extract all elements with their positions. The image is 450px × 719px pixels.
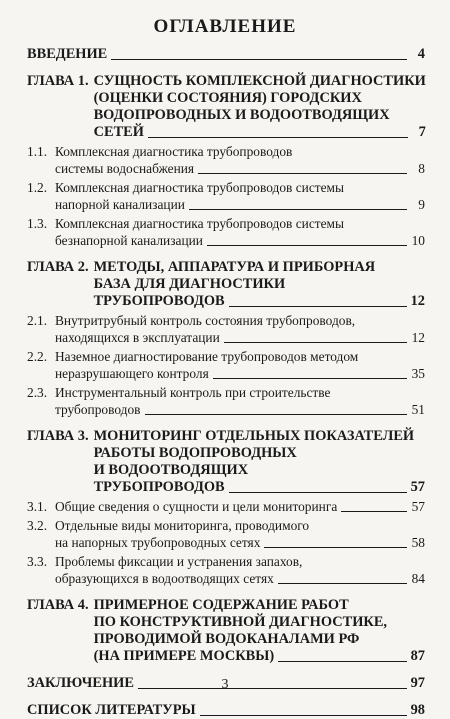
chapter-number: ГЛАВА 2. xyxy=(27,259,89,275)
entry-page-number: 7 xyxy=(418,124,426,140)
entry-last-line xyxy=(55,365,425,382)
entry-last-line xyxy=(94,648,425,665)
entry-last-line xyxy=(55,534,425,551)
section-number: 2.3. xyxy=(27,385,48,400)
entry-heading xyxy=(27,179,425,213)
leader-line xyxy=(341,510,407,512)
entry-page-number: 58 xyxy=(411,535,425,550)
entry-heading xyxy=(27,597,425,665)
chapter-number: ГЛАВА 1. xyxy=(27,73,89,89)
entry-last-line xyxy=(27,46,425,63)
leader-line xyxy=(278,660,406,662)
entry-last-line xyxy=(94,124,426,141)
entry-page-number: 87 xyxy=(410,648,425,664)
entry-last-line xyxy=(55,570,425,587)
entry-title xyxy=(55,215,425,249)
entry-heading xyxy=(27,312,425,346)
entry-heading xyxy=(27,517,425,551)
entry-title-line: неразрушающего контроля xyxy=(55,366,209,381)
entry-title-line: Комплексная диагностика трубопроводов xyxy=(55,144,293,159)
entry-last-line xyxy=(94,293,425,310)
toc-chapter-entry xyxy=(27,259,425,310)
entry-gap xyxy=(27,249,425,259)
table-of-contents xyxy=(27,46,425,719)
leader-line xyxy=(198,172,407,174)
entry-gap xyxy=(27,587,425,597)
entry-title-line: СЕТЕЙ xyxy=(93,124,144,140)
leader-line xyxy=(278,582,407,584)
toc-section-entry xyxy=(27,553,425,587)
entry-page-number: 8 xyxy=(418,161,425,176)
entry-title-line: ТРУБОПРОВОДОВ xyxy=(93,479,225,495)
section-number: 1.3. xyxy=(27,216,48,231)
entry-title-line: ТРУБОПРОВОДОВ xyxy=(93,293,225,309)
toc-chapter-entry xyxy=(27,428,425,496)
entry-title-line: ПРИМЕРНОЕ СОДЕРЖАНИЕ РАБОТ xyxy=(93,597,349,613)
entry-title-line: системы водоснабжения xyxy=(55,161,195,176)
entry-last-line xyxy=(55,160,425,177)
entry-title-line: безнапорной канализации xyxy=(55,233,203,248)
entry-gap xyxy=(27,418,425,428)
entry-last-line xyxy=(55,498,425,515)
entry-title xyxy=(55,498,425,515)
toc-section-entry xyxy=(27,498,425,515)
entry-heading xyxy=(27,215,425,249)
entry-page-number: 9 xyxy=(418,197,425,212)
entry-title-line: Проблемы фиксации и устранения запахов, xyxy=(55,554,303,569)
entry-heading xyxy=(27,259,425,310)
entry-title-line: МЕТОДЫ, АППАРАТУРА И ПРИБОРНАЯ xyxy=(93,259,376,275)
entry-last-line xyxy=(55,232,425,249)
section-number: 1.2. xyxy=(27,180,48,195)
leader-line xyxy=(264,546,407,548)
leader-line xyxy=(148,136,408,138)
entry-page-number: 51 xyxy=(411,402,425,417)
entry-title xyxy=(55,553,425,587)
leader-line xyxy=(229,305,407,307)
leader-line xyxy=(189,208,407,210)
entry-heading xyxy=(27,553,425,587)
entry-heading xyxy=(27,348,425,382)
entry-title-line: образующихся в водоотводящих сетях xyxy=(55,571,274,586)
entry-page-number: 57 xyxy=(410,479,425,495)
entry-heading xyxy=(27,46,425,63)
chapter-number: ГЛАВА 3. xyxy=(27,428,89,444)
entry-heading xyxy=(27,428,425,496)
entry-title xyxy=(55,348,425,382)
entry-page-number: 12 xyxy=(410,293,425,309)
section-number: 2.1. xyxy=(27,313,48,328)
entry-last-line xyxy=(94,479,425,496)
toc-section-entry xyxy=(27,179,425,213)
toc-section-entry xyxy=(27,384,425,418)
entry-title-line: ВВЕДЕНИЕ xyxy=(27,46,108,62)
leader-line xyxy=(200,714,407,716)
entry-page-number: 98 xyxy=(410,702,425,718)
entry-page-number: 84 xyxy=(411,571,425,586)
toc-chapter-entry xyxy=(27,702,425,719)
entry-title-line: ПО КОНСТРУКТИВНОЙ ДИАГНОСТИКЕ, xyxy=(93,614,388,630)
entry-gap xyxy=(27,692,425,702)
entry-title xyxy=(55,517,425,551)
chapter-number: ГЛАВА 4. xyxy=(27,597,89,613)
entry-title-line: Наземное диагностирование трубопроводов методом xyxy=(55,349,359,364)
entry-page-number: 97 xyxy=(410,675,425,691)
section-number: 1.1. xyxy=(27,144,48,159)
entry-title-line: Отдельные виды мониторинга, проводимого xyxy=(55,518,310,533)
entry-title-line: напорной канализации xyxy=(55,197,185,212)
leader-line xyxy=(145,413,408,415)
entry-title xyxy=(94,73,426,141)
toc-section-entry xyxy=(27,517,425,551)
entry-title-line: Внутритрубный контроль состояния трубопроводов, xyxy=(55,313,356,328)
entry-gap xyxy=(27,665,425,675)
section-number: 3.2. xyxy=(27,518,48,533)
entry-page-number: 12 xyxy=(411,330,425,345)
page-number: 3 xyxy=(221,677,229,692)
leader-line xyxy=(224,341,407,343)
entry-title-line: Комплексная диагностика трубопроводов системы xyxy=(55,180,345,195)
toc-section-entry xyxy=(27,312,425,346)
entry-last-line xyxy=(27,702,425,719)
entry-title xyxy=(55,179,425,213)
entry-title-line: И ВОДООТВОДЯЩИХ xyxy=(93,462,249,478)
entry-title xyxy=(27,702,425,719)
toc-section-entry xyxy=(27,348,425,382)
entry-title-line: ЗАКЛЮЧЕНИЕ xyxy=(27,675,134,691)
entry-title-line: МОНИТОРИНГ ОТДЕЛЬНЫХ ПОКАЗАТЕЛЕЙ xyxy=(93,428,415,444)
entry-title-line: СПИСОК ЛИТЕРАТУРЫ xyxy=(27,702,196,718)
entry-title-line: СУЩНОСТЬ КОМПЛЕКСНОЙ ДИАГНОСТИКИ xyxy=(93,73,426,89)
leader-line xyxy=(213,377,407,379)
entry-title-line: БАЗА ДЛЯ ДИАГНОСТИКИ xyxy=(93,276,286,292)
entry-title-line: ПРОВОДИМОЙ ВОДОКАНАЛАМИ РФ xyxy=(93,631,360,647)
entry-page-number: 4 xyxy=(417,46,425,62)
entry-page-number: 57 xyxy=(411,499,425,514)
entry-gap xyxy=(27,63,425,73)
entry-title xyxy=(94,428,425,496)
entry-title-line: ВОДОПРОВОДНЫХ И ВОДООТВОДЯЩИХ xyxy=(93,107,390,123)
leader-line xyxy=(229,491,407,493)
entry-title xyxy=(55,312,425,346)
entry-heading xyxy=(27,702,425,719)
entry-title-line: Общие сведения о сущности и цели мониторинга xyxy=(55,499,338,514)
entry-title-line: Комплексная диагностика трубопроводов системы xyxy=(55,216,345,231)
entry-title-line: РАБОТЫ ВОДОПРОВОДНЫХ xyxy=(93,445,297,461)
entry-title-line: (НА ПРИМЕРЕ МОСКВЫ) xyxy=(93,648,275,664)
toc-section-entry xyxy=(27,215,425,249)
section-number: 2.2. xyxy=(27,349,48,364)
toc-chapter-entry xyxy=(27,597,425,665)
entry-last-line xyxy=(55,329,425,346)
entry-title xyxy=(94,597,425,665)
entry-heading xyxy=(27,73,425,141)
entry-title-line: Инструментальный контроль при строительстве xyxy=(55,385,331,400)
entry-page-number: 10 xyxy=(411,233,425,248)
toc-chapter-entry xyxy=(27,73,425,141)
leader-line xyxy=(111,58,407,60)
entry-title-line: на напорных трубопроводных сетях xyxy=(55,535,261,550)
toc-section-entry xyxy=(27,143,425,177)
leader-line xyxy=(207,244,407,246)
entry-title-line: находящихся в эксплуатации xyxy=(55,330,220,345)
entry-heading xyxy=(27,384,425,418)
entry-title xyxy=(55,143,425,177)
section-number: 3.1. xyxy=(27,499,48,514)
entry-heading xyxy=(27,498,425,515)
entry-title xyxy=(55,384,425,418)
toc-chapter-entry xyxy=(27,46,425,63)
entry-last-line xyxy=(55,401,425,418)
section-number: 3.3. xyxy=(27,554,48,569)
entry-title xyxy=(94,259,425,310)
entry-title xyxy=(27,46,425,63)
page-title: ОГЛАВЛЕНИЕ xyxy=(153,16,297,37)
entry-title-line: трубопроводов xyxy=(55,402,141,417)
entry-title-line: (ОЦЕНКИ СОСТОЯНИЯ) ГОРОДСКИХ xyxy=(93,90,362,106)
entry-last-line xyxy=(55,196,425,213)
entry-heading xyxy=(27,143,425,177)
entry-page-number: 35 xyxy=(411,366,425,381)
